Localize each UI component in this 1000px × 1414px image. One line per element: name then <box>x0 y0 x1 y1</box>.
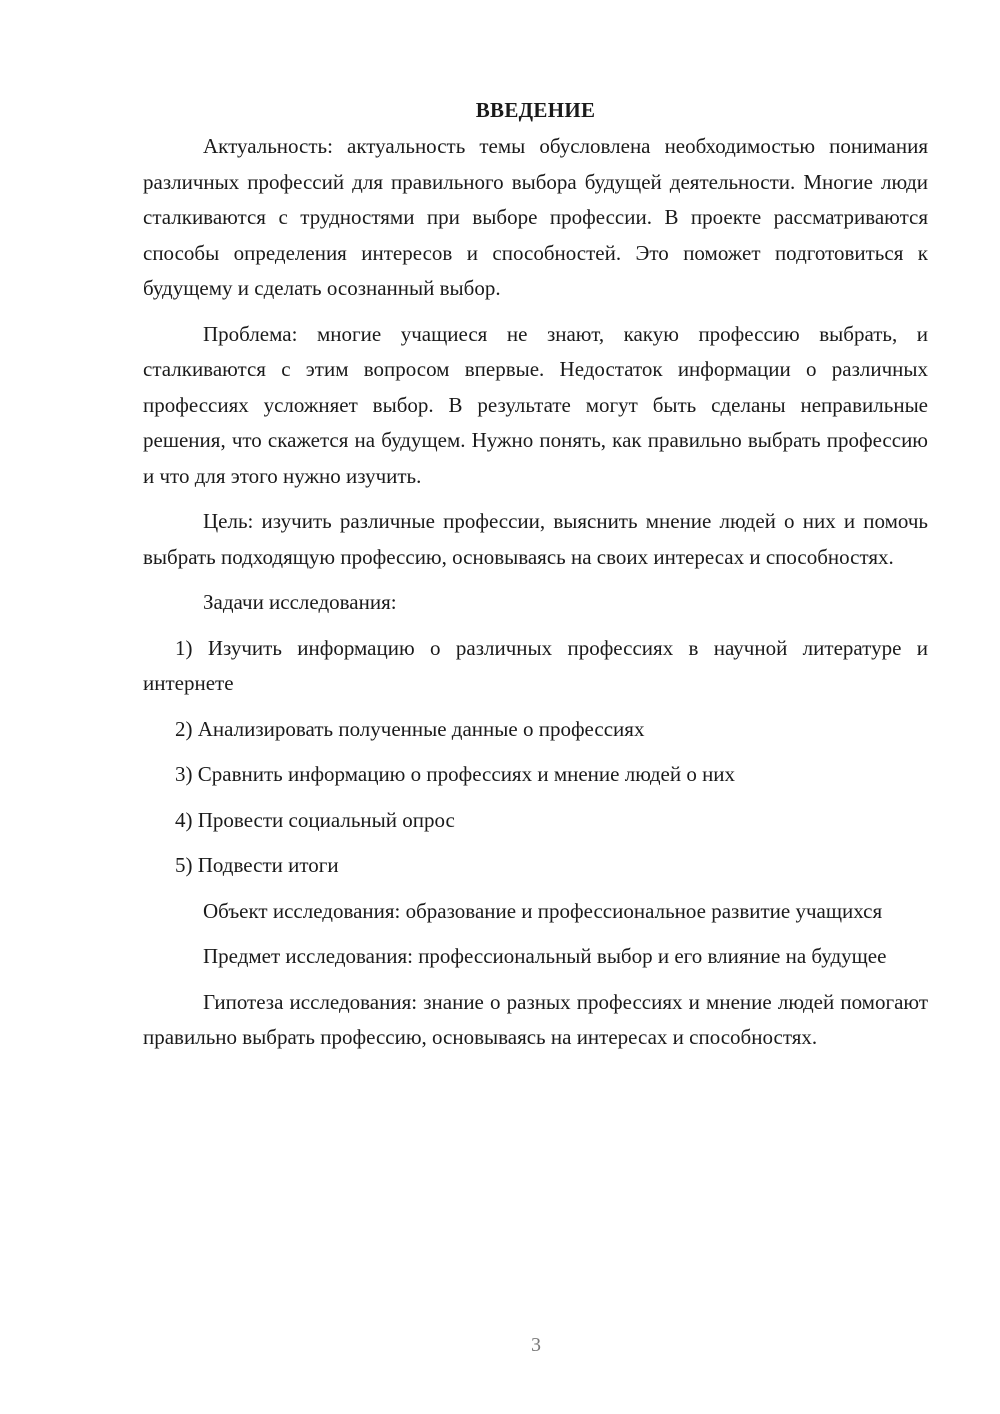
task-item: 2) Анализировать полученные данные о профессиях <box>175 716 645 741</box>
problem-paragraph: Проблема: многие учащиеся не знают, какую профессию выбрать, и сталкиваются с этим вопросом впервые. Недостаток информации о различных профессиях усложняет выбор. В результате могут быть сделаны неправильные решения, что скажется на будущем. Нужно понять, как правильно выбрать профессию и что для этого нужно изучить. <box>143 321 928 488</box>
object-paragraph: Объект исследования: образование и профессиональное развитие учащихся <box>203 898 883 923</box>
page-content <box>143 95 928 1056</box>
task-item: 1) Изучить информацию о различных профессиях в научной литературе и интернете <box>143 635 928 695</box>
section-heading: ВВЕДЕНИЕ <box>475 98 596 122</box>
task-item: 4) Провести социальный опрос <box>175 807 455 832</box>
task-item: 5) Подвести итоги <box>175 853 339 877</box>
page-number: 3 <box>531 1334 541 1356</box>
subject-paragraph: Предмет исследования: профессиональный выбор и его влияние на будущее <box>203 944 887 968</box>
tasks-list <box>143 631 928 884</box>
relevance-paragraph: Актуальность: актуальность темы обусловлена необходимостью понимания различных профессий для правильного выбора будущей деятельности. Многие люди сталкиваются с трудностями при выборе профессии. В проекте рассматриваются способы определения интересов и способностей. Это поможет подготовиться к будущему и сделать осознанный выбор. <box>143 134 928 300</box>
task-item: 3) Сравнить информацию о профессиях и мнение людей о них <box>175 762 736 786</box>
goal-paragraph: Цель: изучить различные профессии, выяснить мнение людей о них и помочь выбрать подходящую профессию, основываясь на своих интересах и способностях. <box>143 509 928 569</box>
tasks-title: Задачи исследования: <box>203 590 397 614</box>
hypothesis-paragraph: Гипотеза исследования: знание о разных профессиях и мнение людей помогают правильно выбрать профессию, основываясь на интересах и способностях. <box>143 989 928 1049</box>
